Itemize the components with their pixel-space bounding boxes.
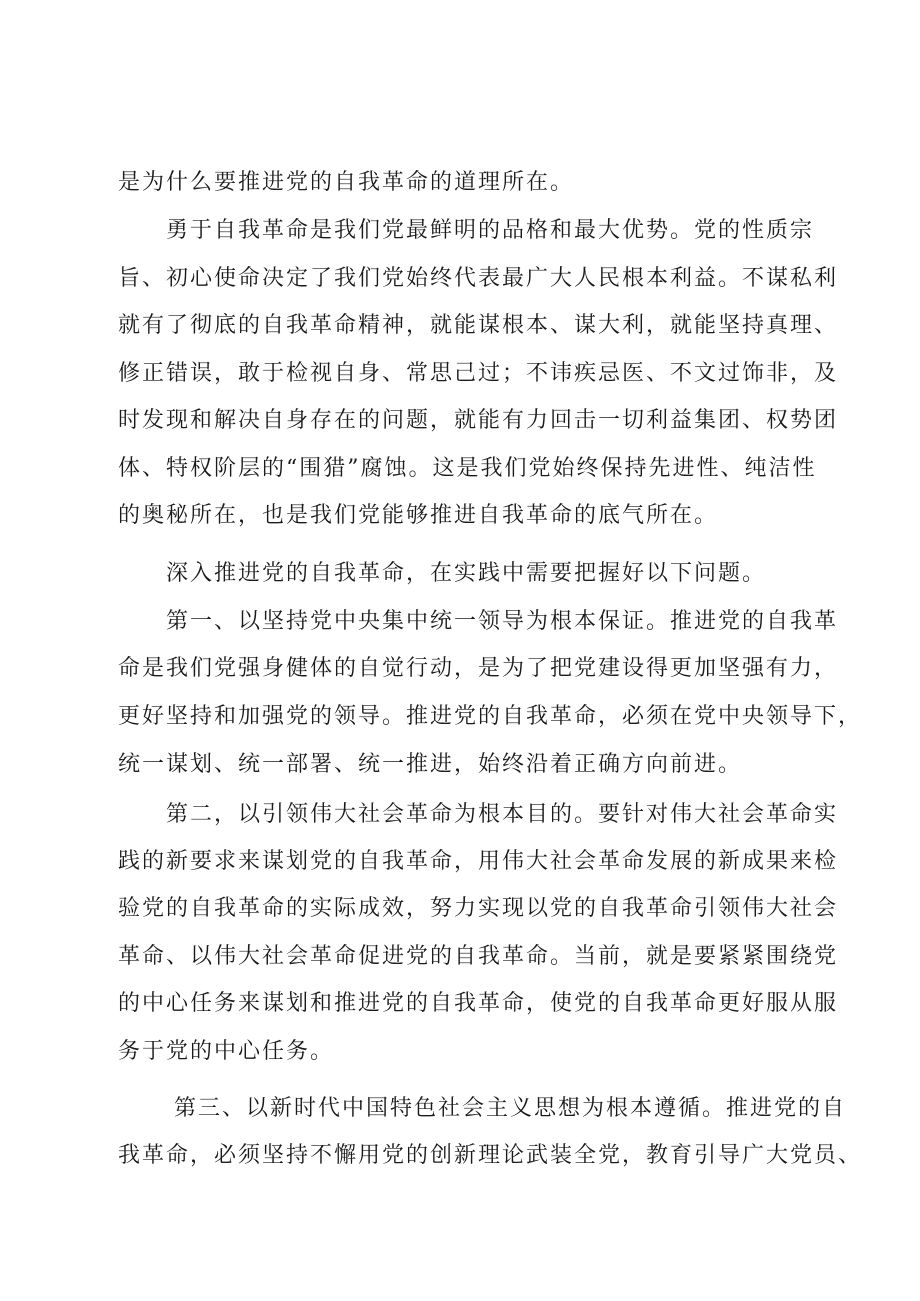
text-line: 是为什么要推进党的自我革命的道理所在。: [118, 170, 575, 195]
text-line: 验党的自我革命的实际成效，努力实现以党的自我革命引领伟大社会: [118, 896, 839, 921]
text-line: 时发现和解决自身存在的问题，就能有力回击一切利益集团、权势团: [118, 408, 839, 433]
paragraph-first-line: 第二，以引领伟大社会革命为根本目的。要针对伟大社会革命实: [166, 802, 839, 827]
text-line: 的中心任务来谋划和推进党的自我革命，使党的自我革命更好服从服: [118, 991, 839, 1016]
text-line: 更好坚持和加强党的领导。推进党的自我革命，必须在党中央领导下，: [118, 704, 863, 729]
text-line: 就有了彻底的自我革命精神，就能谋根本、谋大利，就能坚持真理、: [118, 313, 839, 338]
paragraph-first-line: 深入推进党的自我革命，在实践中需要把握好以下问题。: [166, 561, 767, 586]
text-line: 旨、初心使命决定了我们党始终代表最广大人民根本利益。不谋私利: [118, 266, 839, 291]
text-line: 革命、以伟大社会革命促进党的自我革命。当前，就是要紧紧围绕党: [118, 944, 839, 969]
text-line: 统一谋划、统一部署、统一推进，始终沿着正确方向前进。: [118, 752, 743, 777]
text-line: 的奥秘所在，也是我们党能够推进自我革命的底气所在。: [118, 503, 719, 528]
paragraph-first-line: 勇于自我革命是我们党最鲜明的品格和最大优势。党的性质宗: [166, 218, 815, 243]
text-line: 践的新要求来谋划党的自我革命，用伟大社会革命发展的新成果来检: [118, 849, 839, 874]
text-line: 务于党的中心任务。: [118, 1039, 335, 1064]
text-line: 我革命，必须坚持不懈用党的创新理论武装全党，教育引导广大党员、: [118, 1143, 863, 1168]
paragraph-first-line: 第一、以坚持党中央集中统一领导为根本保证。推进党的自我革: [166, 609, 839, 634]
text-line: 命是我们党强身健体的自觉行动，是为了把党建设得更加坚强有力，: [118, 656, 839, 681]
text-line: 修正错误，敢于检视自身、常思己过；不讳疾忌医、不文过饰非，及: [118, 361, 839, 386]
paragraph-first-line: 第三、以新时代中国特色社会主义思想为根本遵循。推进党的自: [174, 1096, 847, 1121]
text-line: 体、特权阶层的“围猎”腐蚀。这是我们党始终保持先进性、纯洁性: [118, 456, 817, 481]
